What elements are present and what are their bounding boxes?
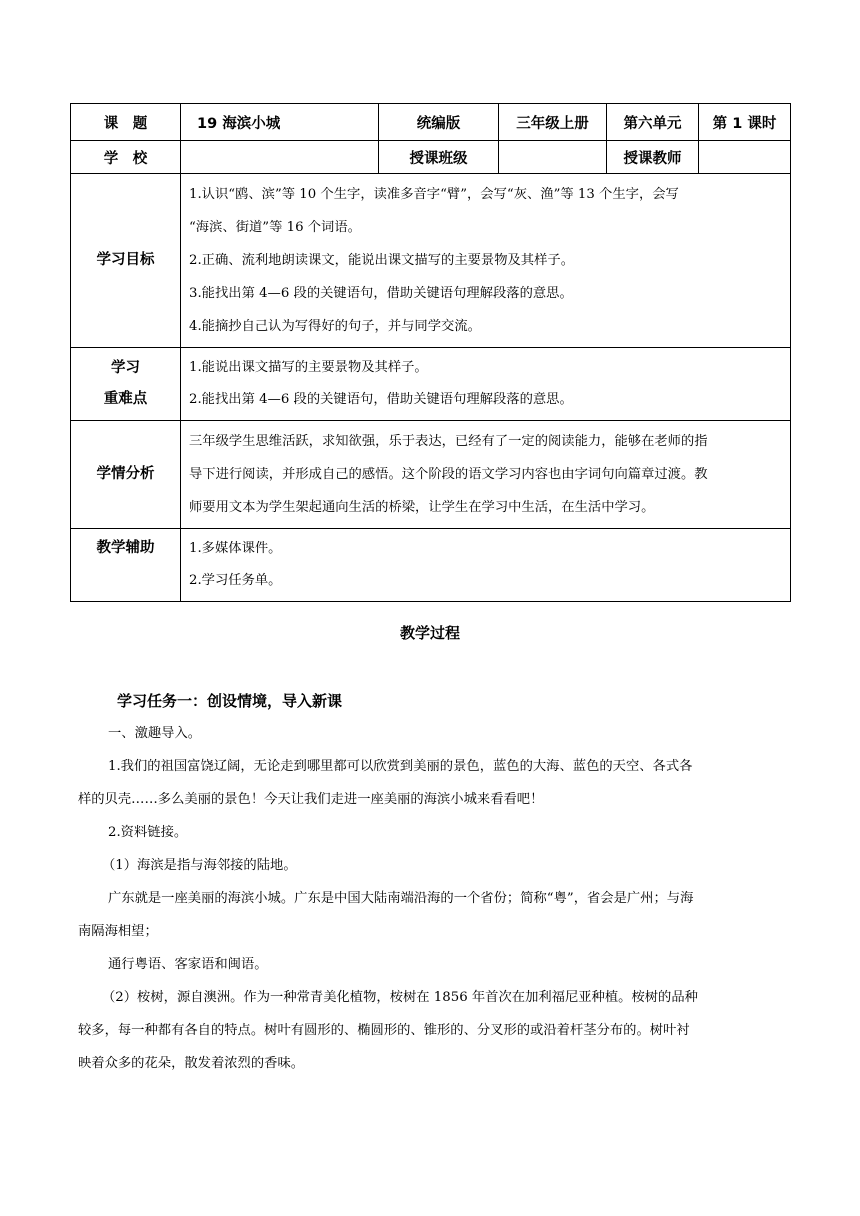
- topic-value: 19 海滨小城: [181, 104, 379, 141]
- goal-line: “海滨、街道”等 16 个词语。: [189, 220, 361, 235]
- goals-label: 学习目标: [71, 174, 181, 348]
- aids-row: [71, 529, 791, 602]
- aid-line: 2.学习任务单。: [189, 573, 282, 588]
- school-row: [71, 141, 791, 174]
- process-title: 教学过程: [399, 624, 460, 642]
- key-points-label: [71, 348, 181, 421]
- analysis-line: 导下进行阅读，并形成自己的感悟。这个阶段的语文学习内容也由字词句向篇章过渡。教: [189, 467, 708, 482]
- task1-title: 学习任务一：创设情境，导入新课: [117, 692, 343, 710]
- analysis-label: 学情分析: [71, 421, 181, 529]
- lesson-info-table: [70, 103, 791, 602]
- body-line: 通行粤语、客家语和闽语。: [108, 957, 268, 972]
- key-point-line: 1.能说出课文描写的主要景物及其样子。: [189, 360, 428, 375]
- class-label: 授课班级: [379, 141, 499, 174]
- grade-cell: 三年级上册: [499, 104, 607, 141]
- aids-content: [181, 529, 791, 602]
- school-value: [181, 141, 379, 174]
- school-label: 学 校: [71, 141, 181, 174]
- key-points-row: [71, 348, 791, 421]
- unit-cell: 第六单元: [607, 104, 699, 141]
- teacher-label: 授课教师: [607, 141, 699, 174]
- body-line: 较多，每一种都有各自的特点。树叶有圆形的、椭圆形的、锥形的、分叉形的或沿着杆茎分布的。树叶衬: [78, 1023, 690, 1038]
- period-cell: 第 1 课时: [699, 104, 791, 141]
- body-line: 1.我们的祖国富饶辽阔，无论走到哪里都可以欣赏到美丽的景色，蓝色的大海、蓝色的天空、各式各: [108, 759, 693, 774]
- analysis-line: 三年级学生思维活跃，求知欲强，乐于表达，已经有了一定的阅读能力，能够在老师的指: [189, 434, 708, 449]
- body-line: 南隔海相望；: [78, 924, 158, 939]
- goal-line: 4.能摘抄自己认为写得好的句子，并与同学交流。: [189, 319, 481, 334]
- analysis-line: 师要用文本为学生架起通向生活的桥梁，让学生在学习中生活，在生活中学习。: [189, 500, 655, 515]
- body-line: 样的贝壳……多么美丽的景色！今天让我们走进一座美丽的海滨小城来看看吧！: [78, 792, 544, 807]
- goals-row: [71, 174, 791, 348]
- analysis-row: [71, 421, 791, 529]
- goal-line: 1.认识“鸥、滨”等 10 个生字，读准多音字“臂”，会写“灰、渔”等 13 个生字，会写: [189, 187, 679, 202]
- aids-label: 教学辅助: [71, 529, 181, 602]
- goal-line: 2.正确、流利地朗读课文，能说出课文描写的主要景物及其样子。: [189, 253, 574, 268]
- key-points-label-line1: 学习: [111, 360, 140, 376]
- body-line: 广东就是一座美丽的海滨小城。广东是中国大陆南端沿海的一个省份；简称“粤”，省会是广州；与海: [108, 891, 694, 906]
- body-line: （2）桉树，源自澳洲。作为一种常青美化植物，桉树在 1856 年首次在加利福尼亚种植。桉树的品种: [102, 990, 698, 1005]
- process-body: [78, 717, 788, 1080]
- topic-label: 课 题: [71, 104, 181, 141]
- topic-row: [71, 104, 791, 141]
- edition-cell: 统编版: [379, 104, 499, 141]
- teacher-value: [699, 141, 791, 174]
- key-point-line: 2.能找出第 4—6 段的关键语句，借助关键语句理解段落的意思。: [189, 392, 573, 407]
- aid-line: 1.多媒体课件。: [189, 541, 282, 556]
- body-line: 一、激趣导入。: [108, 726, 202, 741]
- goals-content: [181, 174, 791, 348]
- key-points-content: [181, 348, 791, 421]
- body-line: 映着众多的花朵，散发着浓烈的香味。: [78, 1056, 305, 1071]
- goal-line: 3.能找出第 4—6 段的关键语句，借助关键语句理解段落的意思。: [189, 286, 573, 301]
- body-line: 2.资料链接。: [108, 825, 188, 840]
- class-value: [499, 141, 607, 174]
- analysis-content: [181, 421, 791, 529]
- key-points-label-line2: 重难点: [103, 391, 148, 407]
- body-line: （1）海滨是指与海邻接的陆地。: [102, 858, 297, 873]
